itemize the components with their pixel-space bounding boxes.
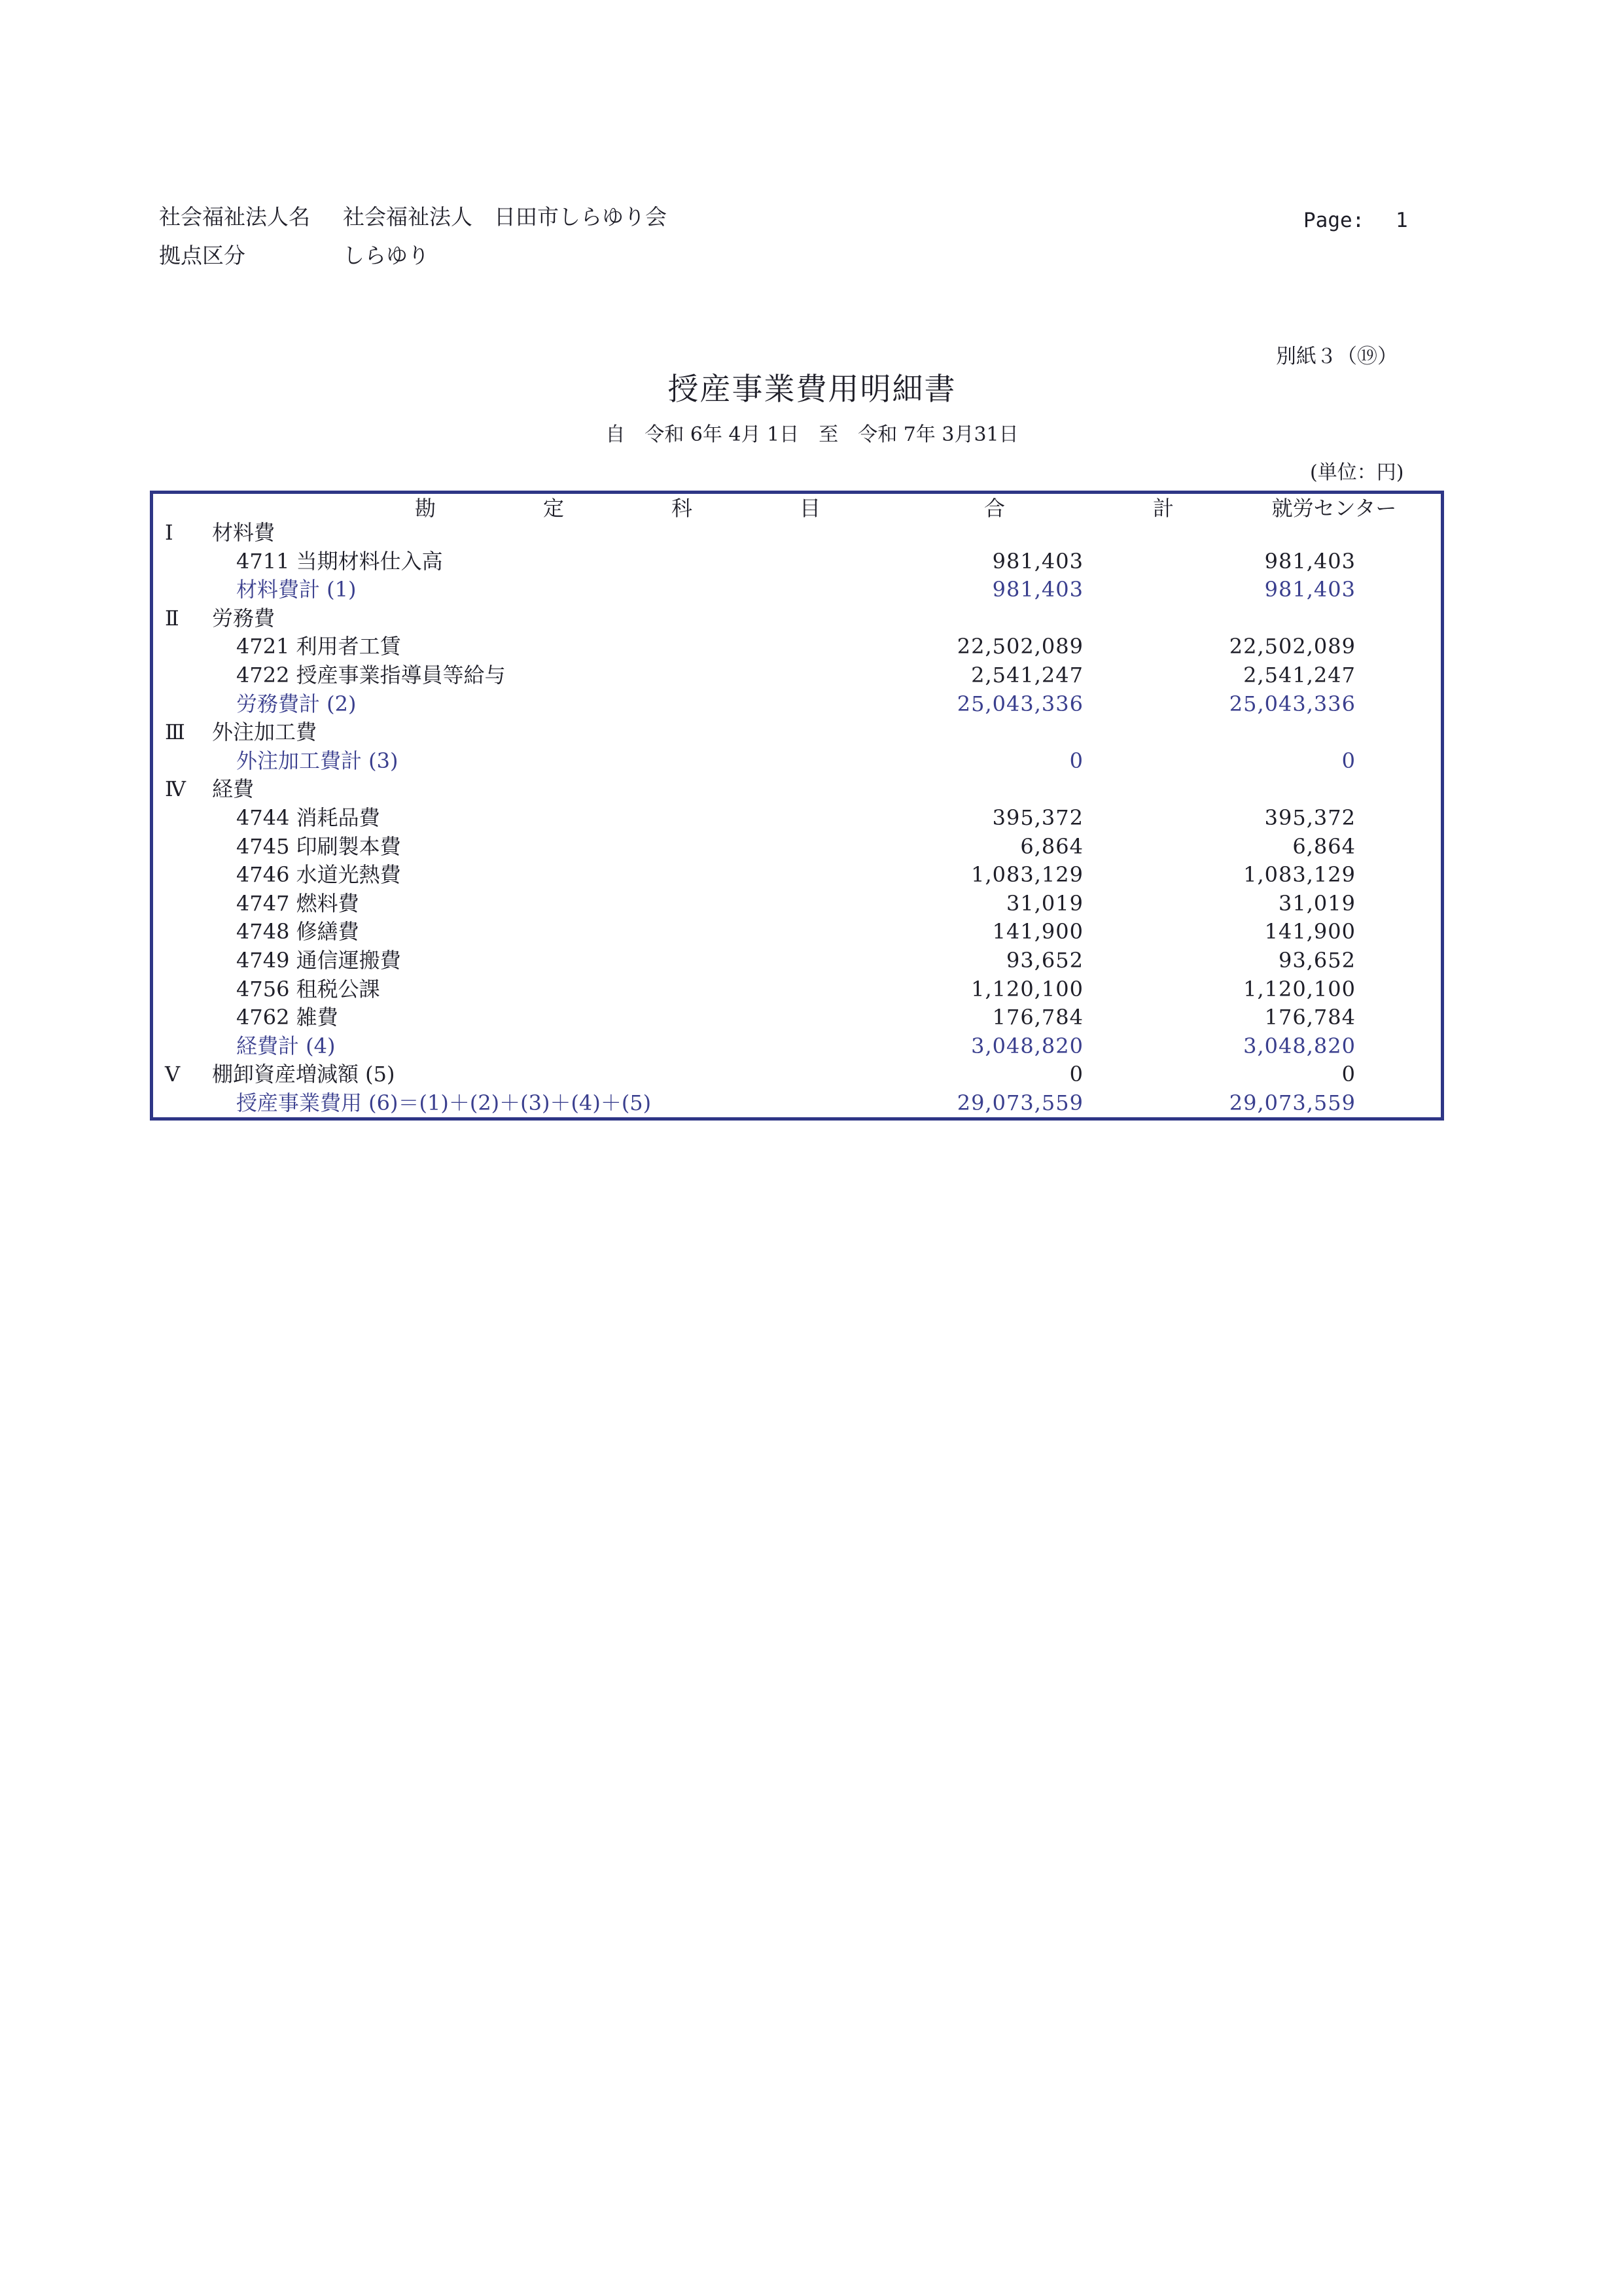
subtotal-label: 授産事業費用 (6)＝(1)＋(2)＋(3)＋(4)＋(5) <box>236 1090 652 1115</box>
section-row <box>153 518 1441 547</box>
subtotal-row <box>153 575 1441 604</box>
table-row <box>153 889 1441 918</box>
corp-label: 社会福祉法人名 <box>159 204 310 230</box>
subtotal-row <box>153 1088 1441 1117</box>
account-label: 4748 修繕費 <box>236 919 359 945</box>
center-amount: 0 <box>1341 748 1356 773</box>
annex-label: 別紙３（⑲） <box>1276 345 1398 368</box>
table-row <box>153 860 1441 889</box>
center-amount: 93,652 <box>1279 948 1356 973</box>
section-numeral: Ⅴ <box>165 1062 181 1087</box>
section-numeral: Ⅰ <box>165 520 173 545</box>
total-amount: 176,784 <box>992 1005 1084 1030</box>
table-row <box>153 975 1441 1003</box>
center-amount: 981,403 <box>1264 577 1356 602</box>
table-row <box>153 946 1441 975</box>
total-amount: 981,403 <box>992 577 1084 602</box>
account-label: 4745 印刷製本費 <box>236 833 401 859</box>
section-numeral: Ⅲ <box>165 720 185 745</box>
account-label: 4749 通信運搬費 <box>236 948 401 973</box>
table-row <box>153 632 1441 661</box>
base-label: 拠点区分 <box>159 243 245 268</box>
unit-label: (単位：円) <box>1310 461 1404 484</box>
section-name: 材料費 <box>212 520 275 545</box>
center-amount: 3,048,820 <box>1243 1033 1356 1058</box>
header-char: 勘 <box>415 496 436 521</box>
center-amount: 29,073,559 <box>1229 1090 1356 1115</box>
section-numeral: Ⅱ <box>165 605 179 631</box>
total-amount: 1,083,129 <box>971 862 1084 888</box>
total-amount: 31,019 <box>1006 890 1084 916</box>
account-label: 4711 当期材料仕入高 <box>236 548 443 574</box>
center-amount: 22,502,089 <box>1229 634 1356 659</box>
header-char: 合 <box>984 496 1006 521</box>
header-char: 定 <box>542 496 564 521</box>
account-label: 4744 消耗品費 <box>236 805 380 830</box>
total-amount: 0 <box>1069 1062 1084 1087</box>
total-amount: 141,900 <box>992 919 1084 945</box>
section-numeral: Ⅳ <box>165 776 186 802</box>
subtotal-row <box>153 1032 1441 1060</box>
subtotal-row <box>153 746 1441 775</box>
table-row <box>153 547 1441 576</box>
subtotal-label: 労務費計 (2) <box>236 691 357 716</box>
center-amount: 1,083,129 <box>1243 862 1356 888</box>
center-amount: 1,120,100 <box>1243 976 1356 1001</box>
subtotal-label: 経費計 (4) <box>236 1033 336 1058</box>
account-label: 4722 授産事業指導員等給与 <box>236 663 506 687</box>
center-amount: 176,784 <box>1264 1005 1356 1030</box>
table-row <box>153 1003 1441 1032</box>
page-title: 授産事業費用明細書 <box>667 372 957 408</box>
corp-name: 社会福祉法人 日田市しらゆり会 <box>343 204 667 230</box>
subtotal-label: 外注加工費計 (3) <box>236 748 398 773</box>
total-amount: 1,120,100 <box>971 976 1084 1001</box>
table-row <box>153 832 1441 861</box>
table-row <box>153 661 1441 689</box>
header-char: 計 <box>1152 496 1174 521</box>
center-amount: 31,019 <box>1279 890 1356 916</box>
section-row <box>153 604 1441 633</box>
total-amount: 3,048,820 <box>971 1033 1084 1058</box>
table-row <box>153 803 1441 832</box>
section-row <box>153 718 1441 746</box>
page-label: Page: <box>1303 209 1365 232</box>
section-row <box>153 774 1441 803</box>
subtotal-label: 材料費計 (1) <box>236 577 357 602</box>
account-label: 4746 水道光熱費 <box>236 862 401 888</box>
section-row <box>153 1060 1441 1088</box>
base-name: しらゆり <box>343 243 429 268</box>
center-amount: 395,372 <box>1264 805 1356 830</box>
column-header-center: 就労センター <box>1271 496 1397 521</box>
total-amount: 395,372 <box>992 805 1084 830</box>
account-label: 4721 利用者工賃 <box>236 634 401 659</box>
account-label: 4762 雑費 <box>236 1005 338 1030</box>
total-amount: 29,073,559 <box>957 1090 1084 1115</box>
section-name: 労務費 <box>212 605 275 631</box>
table-row <box>153 917 1441 946</box>
total-amount: 2,541,247 <box>971 663 1084 687</box>
section-name: 棚卸資産増減額 (5) <box>212 1062 395 1087</box>
section-name: 外注加工費 <box>212 720 317 745</box>
account-label: 4756 租税公課 <box>236 976 380 1001</box>
center-amount: 981,403 <box>1264 548 1356 574</box>
center-amount: 2,541,247 <box>1243 663 1356 687</box>
center-amount: 141,900 <box>1264 919 1356 945</box>
total-amount: 22,502,089 <box>957 634 1084 659</box>
account-label: 4747 燃料費 <box>236 890 359 916</box>
subtotal-row <box>153 689 1441 718</box>
expense-detail-table <box>150 491 1444 1121</box>
page-number: 1 <box>1396 209 1408 232</box>
center-amount: 25,043,336 <box>1229 691 1356 716</box>
total-amount: 93,652 <box>1006 948 1084 973</box>
total-amount: 6,864 <box>1020 833 1084 859</box>
center-amount: 6,864 <box>1292 833 1356 859</box>
center-amount: 0 <box>1341 1062 1356 1087</box>
header-char: 科 <box>671 496 692 521</box>
header-char: 目 <box>799 496 821 521</box>
total-amount: 25,043,336 <box>957 691 1084 716</box>
period-range: 自 令和 6年 4月 1日 至 令和 7年 3月31日 <box>605 423 1019 446</box>
total-amount: 981,403 <box>992 548 1084 574</box>
total-amount: 0 <box>1069 748 1084 773</box>
section-name: 経費 <box>212 776 255 802</box>
